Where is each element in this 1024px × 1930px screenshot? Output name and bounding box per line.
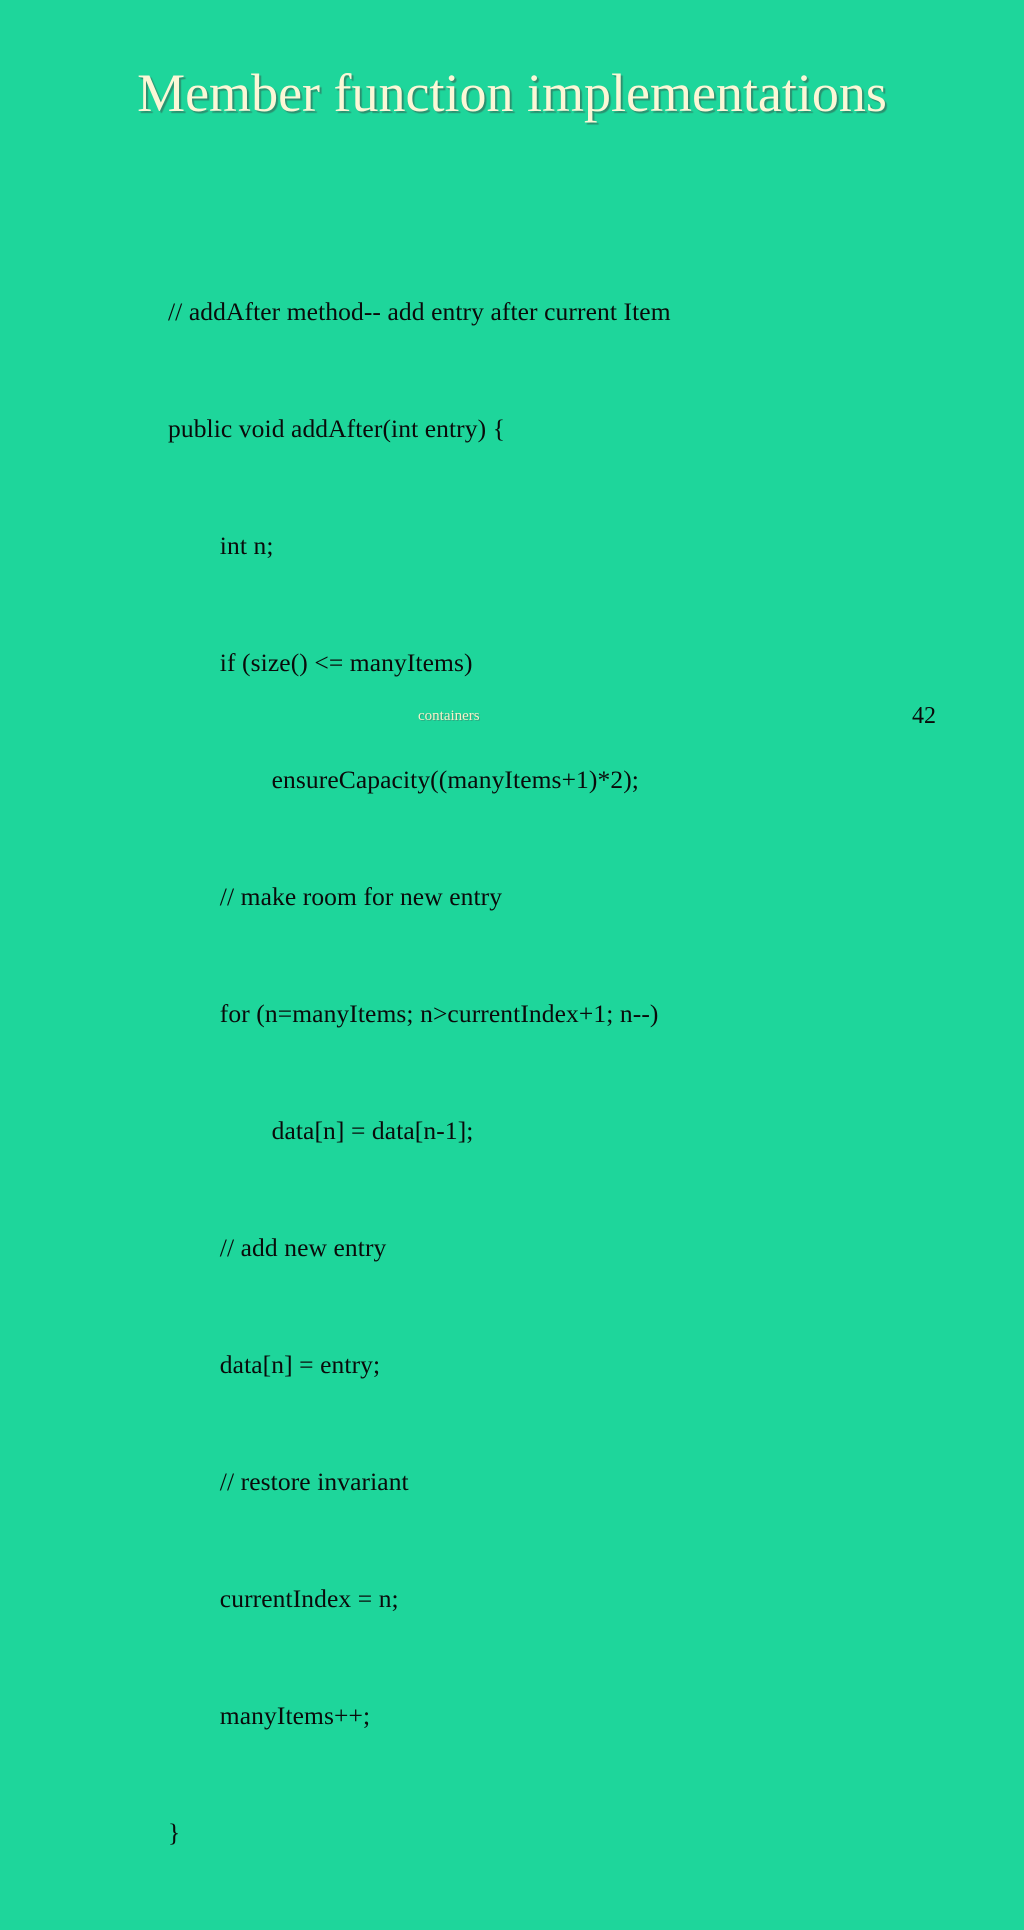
- code-line: ensureCapacity((manyItems+1)*2);: [168, 765, 639, 794]
- code-line: if (size() <= manyItems): [168, 648, 473, 677]
- footer-label: containers: [418, 708, 480, 724]
- code-line: // addAfter method-- add entry after current Item: [168, 297, 671, 326]
- page-number: 42: [912, 703, 936, 729]
- code-line: // add new entry: [168, 1233, 387, 1262]
- code-line: manyItems++;: [168, 1701, 371, 1730]
- code-block: [168, 214, 988, 1930]
- code-line: int n;: [168, 531, 274, 560]
- page-title: Member function implementations: [137, 63, 887, 123]
- code-line: for (n=manyItems; n>currentIndex+1; n--): [168, 999, 659, 1028]
- code-line: data[n] = data[n-1];: [168, 1116, 474, 1145]
- code-line: // restore invariant: [168, 1467, 409, 1496]
- code-line: }: [168, 1818, 181, 1847]
- code-line: data[n] = entry;: [168, 1350, 381, 1379]
- code-line: // make room for new entry: [168, 882, 503, 911]
- code-line: currentIndex = n;: [168, 1584, 399, 1613]
- code-line: public void addAfter(int entry) {: [168, 414, 506, 443]
